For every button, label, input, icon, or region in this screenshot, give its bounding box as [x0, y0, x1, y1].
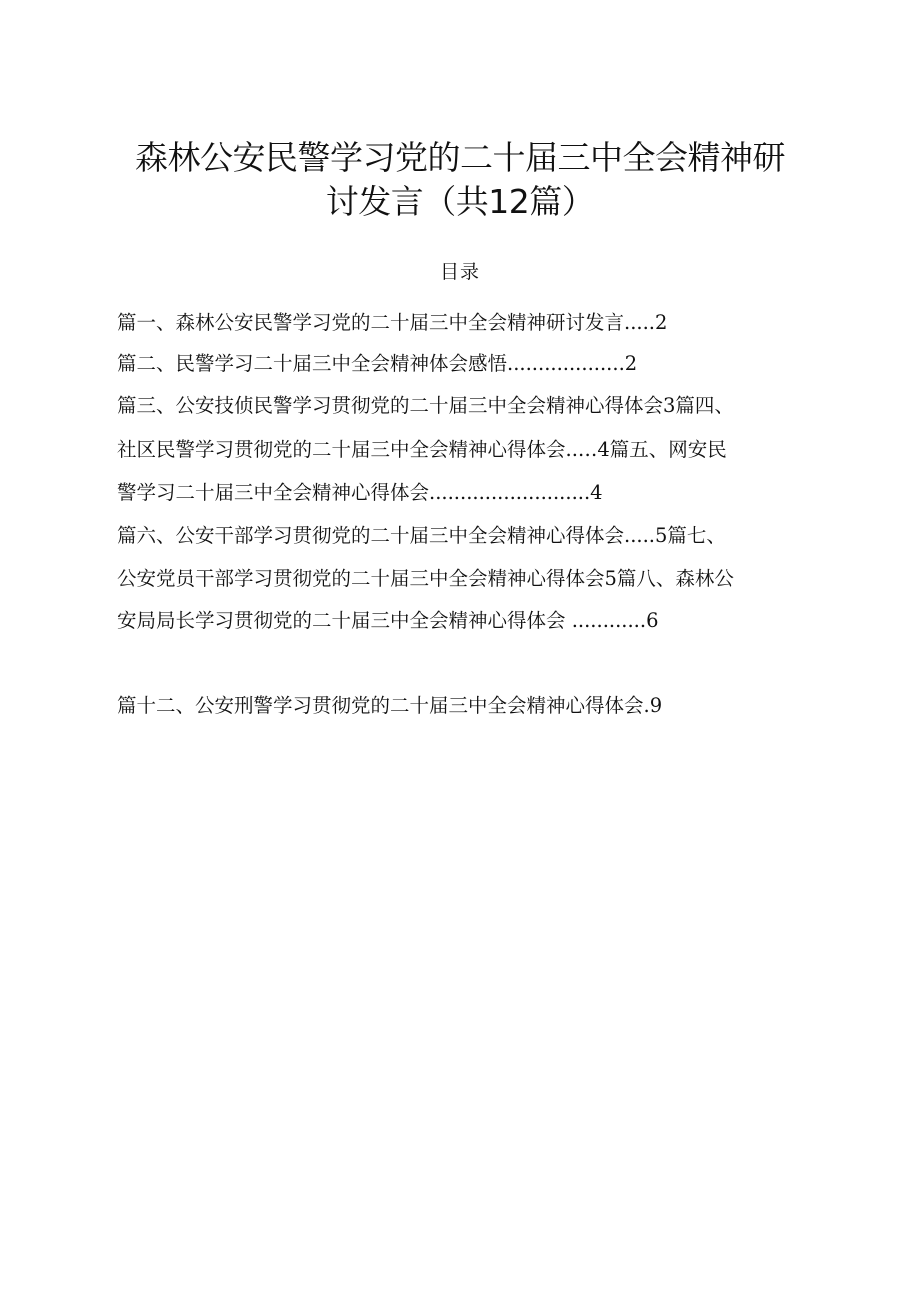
toc-heading: 目录	[439, 261, 480, 283]
toc-entry[interactable]: 社区民警学习贯彻党的二十届三中全会精神心得体会..…4篇五、网安民	[117, 438, 727, 461]
toc-entry[interactable]: 篇六、公安干部学习贯彻党的二十届三中全会精神心得体会.....5篇七、	[117, 524, 726, 547]
toc-entry[interactable]: 安局局长学习贯彻党的二十届三中全会精神心得体会 ............6	[117, 609, 659, 632]
document-title-line-2: 讨发言（共12篇）	[325, 182, 595, 221]
toc-entry[interactable]: 篇二、民警学习二十届三中全会精神体会感悟...................2	[117, 352, 638, 375]
toc-entry[interactable]: 篇一、森林公安民警学习党的二十届三中全会精神研讨发言.....2	[117, 311, 668, 334]
toc-entry[interactable]: 公安党员干部学习贯彻党的二十届三中全会精神心得体会5篇八、森林公	[117, 567, 734, 590]
toc-entry[interactable]: 篇三、公安技侦民警学习贯彻党的二十届三中全会精神心得体会3篇四、	[117, 394, 734, 417]
toc-entry[interactable]: 篇十二、公安刑警学习贯彻党的二十届三中全会精神心得体会.9	[117, 694, 663, 717]
document-title-line-1: 森林公安民警学习党的二十届三中全会精神研	[135, 138, 785, 177]
toc-entry[interactable]: 警学习二十届三中全会精神心得体会..........................4	[117, 481, 603, 504]
